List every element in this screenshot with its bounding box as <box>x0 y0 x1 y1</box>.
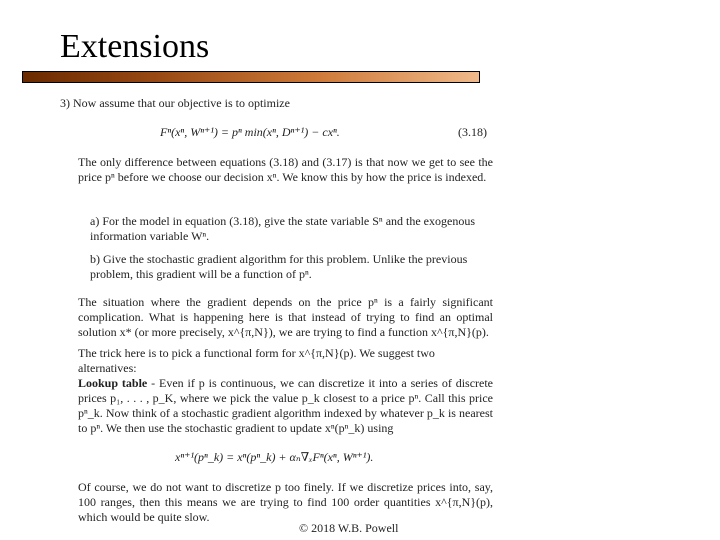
lookup-table-heading: Lookup table <box>78 376 148 390</box>
item-3-intro: 3) Now assume that our objective is to optimize <box>60 96 290 110</box>
equation-3-18: Fⁿ(xⁿ, Wⁿ⁺¹) = pⁿ min(xⁿ, Dⁿ⁺¹) − cxⁿ. <box>160 125 340 139</box>
paragraph-discretize: Of course, we do not want to discretize p too finely. If we discretize prices into, say, 100 ranges, then this means we are trying to find 100 order quantities x^{π,N}(p), which would be quite slow. <box>78 480 493 524</box>
sub-question-a: a) For the model in equation (3.18), give the state variable Sⁿ and the exogenous information variable Wⁿ. <box>90 214 476 243</box>
copyright-footer: © 2018 W.B. Powell <box>299 521 399 535</box>
paragraph-difference: The only difference between equations (3.18) and (3.17) is that now we get to see the price pⁿ before we choose our decision xⁿ. We know this by how the price is indexed. <box>78 155 493 184</box>
sub-question-b: b) Give the stochastic gradient algorithm for this problem. Unlike the previous problem, this gradient will be a function of pⁿ. <box>90 252 468 281</box>
paragraph-lookup-table <box>78 376 493 436</box>
equation-3-18-number: (3.18) <box>458 125 487 139</box>
paragraph-trick: The trick here is to pick a functional form for x^{π,N}(p). We suggest two alternatives: <box>78 346 435 375</box>
paragraph-gradient-situation: The situation where the gradient depends on the price pⁿ is a fairly significant complication. What is happening here is that instead of trying to find an optimal solution x* (or more precisely, x^{π,N}), we are trying to find a function x^{π,N}(p). <box>78 295 493 339</box>
title-underline-bar <box>22 71 480 83</box>
equation-update: xⁿ⁺¹(pⁿ_k) = xⁿ(pⁿ_k) + αₙ∇ₓFⁿ(xⁿ, Wⁿ⁺¹). <box>175 450 374 464</box>
document-page <box>60 92 500 532</box>
slide-title: Extensions <box>60 28 210 65</box>
lookup-table-text: - Even if p is continuous, we can discretize it into a series of discrete prices p₁, . . . , p_K, where we pick the value p_k closest to a price pⁿ. Call this price pⁿ_k. Now think of a stochastic gradient algorithm indexed by whatever p_k is nearest to pⁿ. We then use the stochastic gradient to update xⁿ(pⁿ_k) using <box>78 376 494 435</box>
